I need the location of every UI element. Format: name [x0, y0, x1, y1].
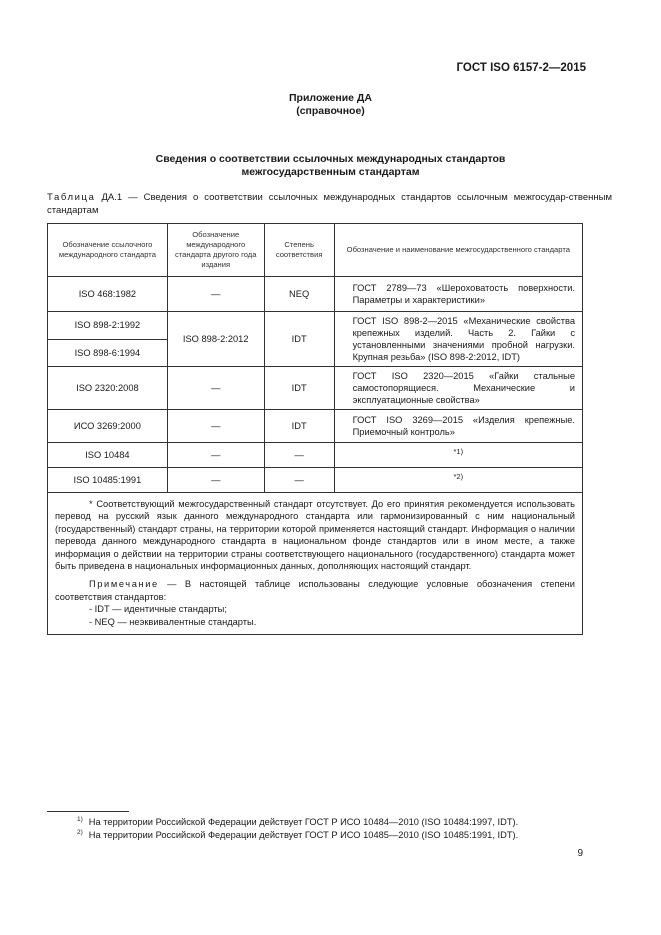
footnote-mark: 2) [77, 829, 83, 836]
footnote-reference-cell: *2) [334, 468, 582, 493]
other-year-cell: — [167, 443, 264, 468]
note-neq-line: - NEQ — неэквивалентные стандарты. [89, 616, 257, 627]
footnote-separator [47, 811, 129, 812]
interstate-standard-cell: ГОСТ ISO 2320—2015 «Гайки стальные самостопорящиеся. Механические и эксплуатационные свойства» [334, 367, 582, 410]
intl-standard-cell: ISO 10484 [48, 443, 168, 468]
table-row [48, 312, 583, 340]
intl-standard-cell: ISO 2320:2008 [48, 367, 168, 410]
intl-standard-cell: ISO 10485:1991 [48, 468, 168, 493]
other-year-cell: — [167, 468, 264, 493]
table-header-row [48, 224, 583, 277]
section-heading [0, 153, 661, 179]
degree-cell: IDT [264, 312, 334, 367]
table-row [48, 410, 583, 443]
intl-standard-cell: ИСО 3269:2000 [48, 410, 168, 443]
degree-cell: IDT [264, 410, 334, 443]
asterisk-note: * Соответствующий межгосударственный стандарт отсутствует. До его принятия рекомендуется использовать перевод на русский язык данного международного стандарта или гармонизированный с ним национальный (государственный) стандарт страны, на территории которой применяется настоящий стандарт. Информация о наличии перевода данного международного стандарта в национальном фонде стандартов или в ином месте, а также информация о действии на территории страны соответствующего национального (государственного) стандарта может быть приведена в национальных информационных данных, дополняющих настоящий стандарт. [55, 499, 575, 572]
other-year-cell: — [167, 410, 264, 443]
correspondence-table [47, 223, 583, 635]
note-text: — В настоящей таблице использованы следующие условные обозначения степени соответствия стандартов: [55, 579, 575, 602]
table-row [48, 468, 583, 493]
table-row [48, 367, 583, 410]
footnote-reference-cell: *1) [334, 443, 582, 468]
degree-cell: — [264, 443, 334, 468]
note-label: Примечание [89, 579, 159, 590]
annex-kind: (справочное) [296, 105, 365, 117]
caption-text: ДА.1 — Сведения о соответствии ссылочных международных стандартов ссылочным межгосудар-ственным стандартам [47, 192, 612, 216]
intl-standard-cell: ISO 898-6:1994 [48, 339, 168, 367]
footnote-mark: 1) [77, 816, 83, 823]
caption-label: Таблица [47, 192, 96, 203]
page-number: 9 [577, 848, 583, 859]
standard-code: ГОСТ ISO 6157-2—2015 [456, 62, 586, 74]
column-header: Обозначение ссылочного международного стандарта [48, 224, 168, 277]
degree-cell: IDT [264, 367, 334, 410]
other-year-cell: ISO 898-2:2012 [167, 312, 264, 367]
column-header: Обозначение международного стандарта другого года издания [167, 224, 264, 277]
degree-cell: NEQ [264, 277, 334, 312]
note-idt-line: - IDT — идентичные стандарты; [89, 604, 227, 615]
column-header: Обозначение и наименование межгосударственного стандарта [334, 224, 582, 277]
interstate-standard-cell: ГОСТ ISO 3269—2015 «Изделия крепежные. Приемочный контроль» [334, 410, 582, 443]
interstate-standard-cell: ГОСТ ISO 898-2—2015 «Механические свойства крепежных изделий. Часть 2. Гайки с установленными значениями пробной нагрузки. Крупная резьба» (ISO 898-2:2012, IDT) [334, 312, 582, 367]
table-notes-row [48, 493, 583, 635]
table-caption [47, 192, 612, 217]
note-paragraph [55, 578, 575, 603]
other-year-cell: — [167, 277, 264, 312]
intl-standard-cell: ISO 898-2:1992 [48, 312, 168, 340]
table-row [48, 277, 583, 312]
column-header: Степень соответствия [264, 224, 334, 277]
footnote-text: На территории Российской Федерации действует ГОСТ Р ИСО 10485—2010 (ISO 10485:1991, IDT). [88, 830, 519, 840]
degree-cell: — [264, 468, 334, 493]
footnote-2 [77, 829, 518, 840]
heading-line-2: межгосударственным стандартам [241, 166, 420, 178]
heading-line-1: Сведения о соответствии ссылочных международных стандартов [155, 153, 506, 165]
table-notes [48, 493, 583, 635]
footnote-1 [77, 816, 518, 827]
annex-title: Приложение ДА [289, 92, 372, 104]
interstate-standard-cell: ГОСТ 2789—73 «Шероховатость поверхности. Параметры и характеристики» [334, 277, 582, 312]
footnote-text: На территории Российской Федерации действует ГОСТ Р ИСО 10484—2010 (ISO 10484:1997, IDT). [88, 817, 519, 827]
table-row [48, 443, 583, 468]
other-year-cell: — [167, 367, 264, 410]
intl-standard-cell: ISO 468:1982 [48, 277, 168, 312]
